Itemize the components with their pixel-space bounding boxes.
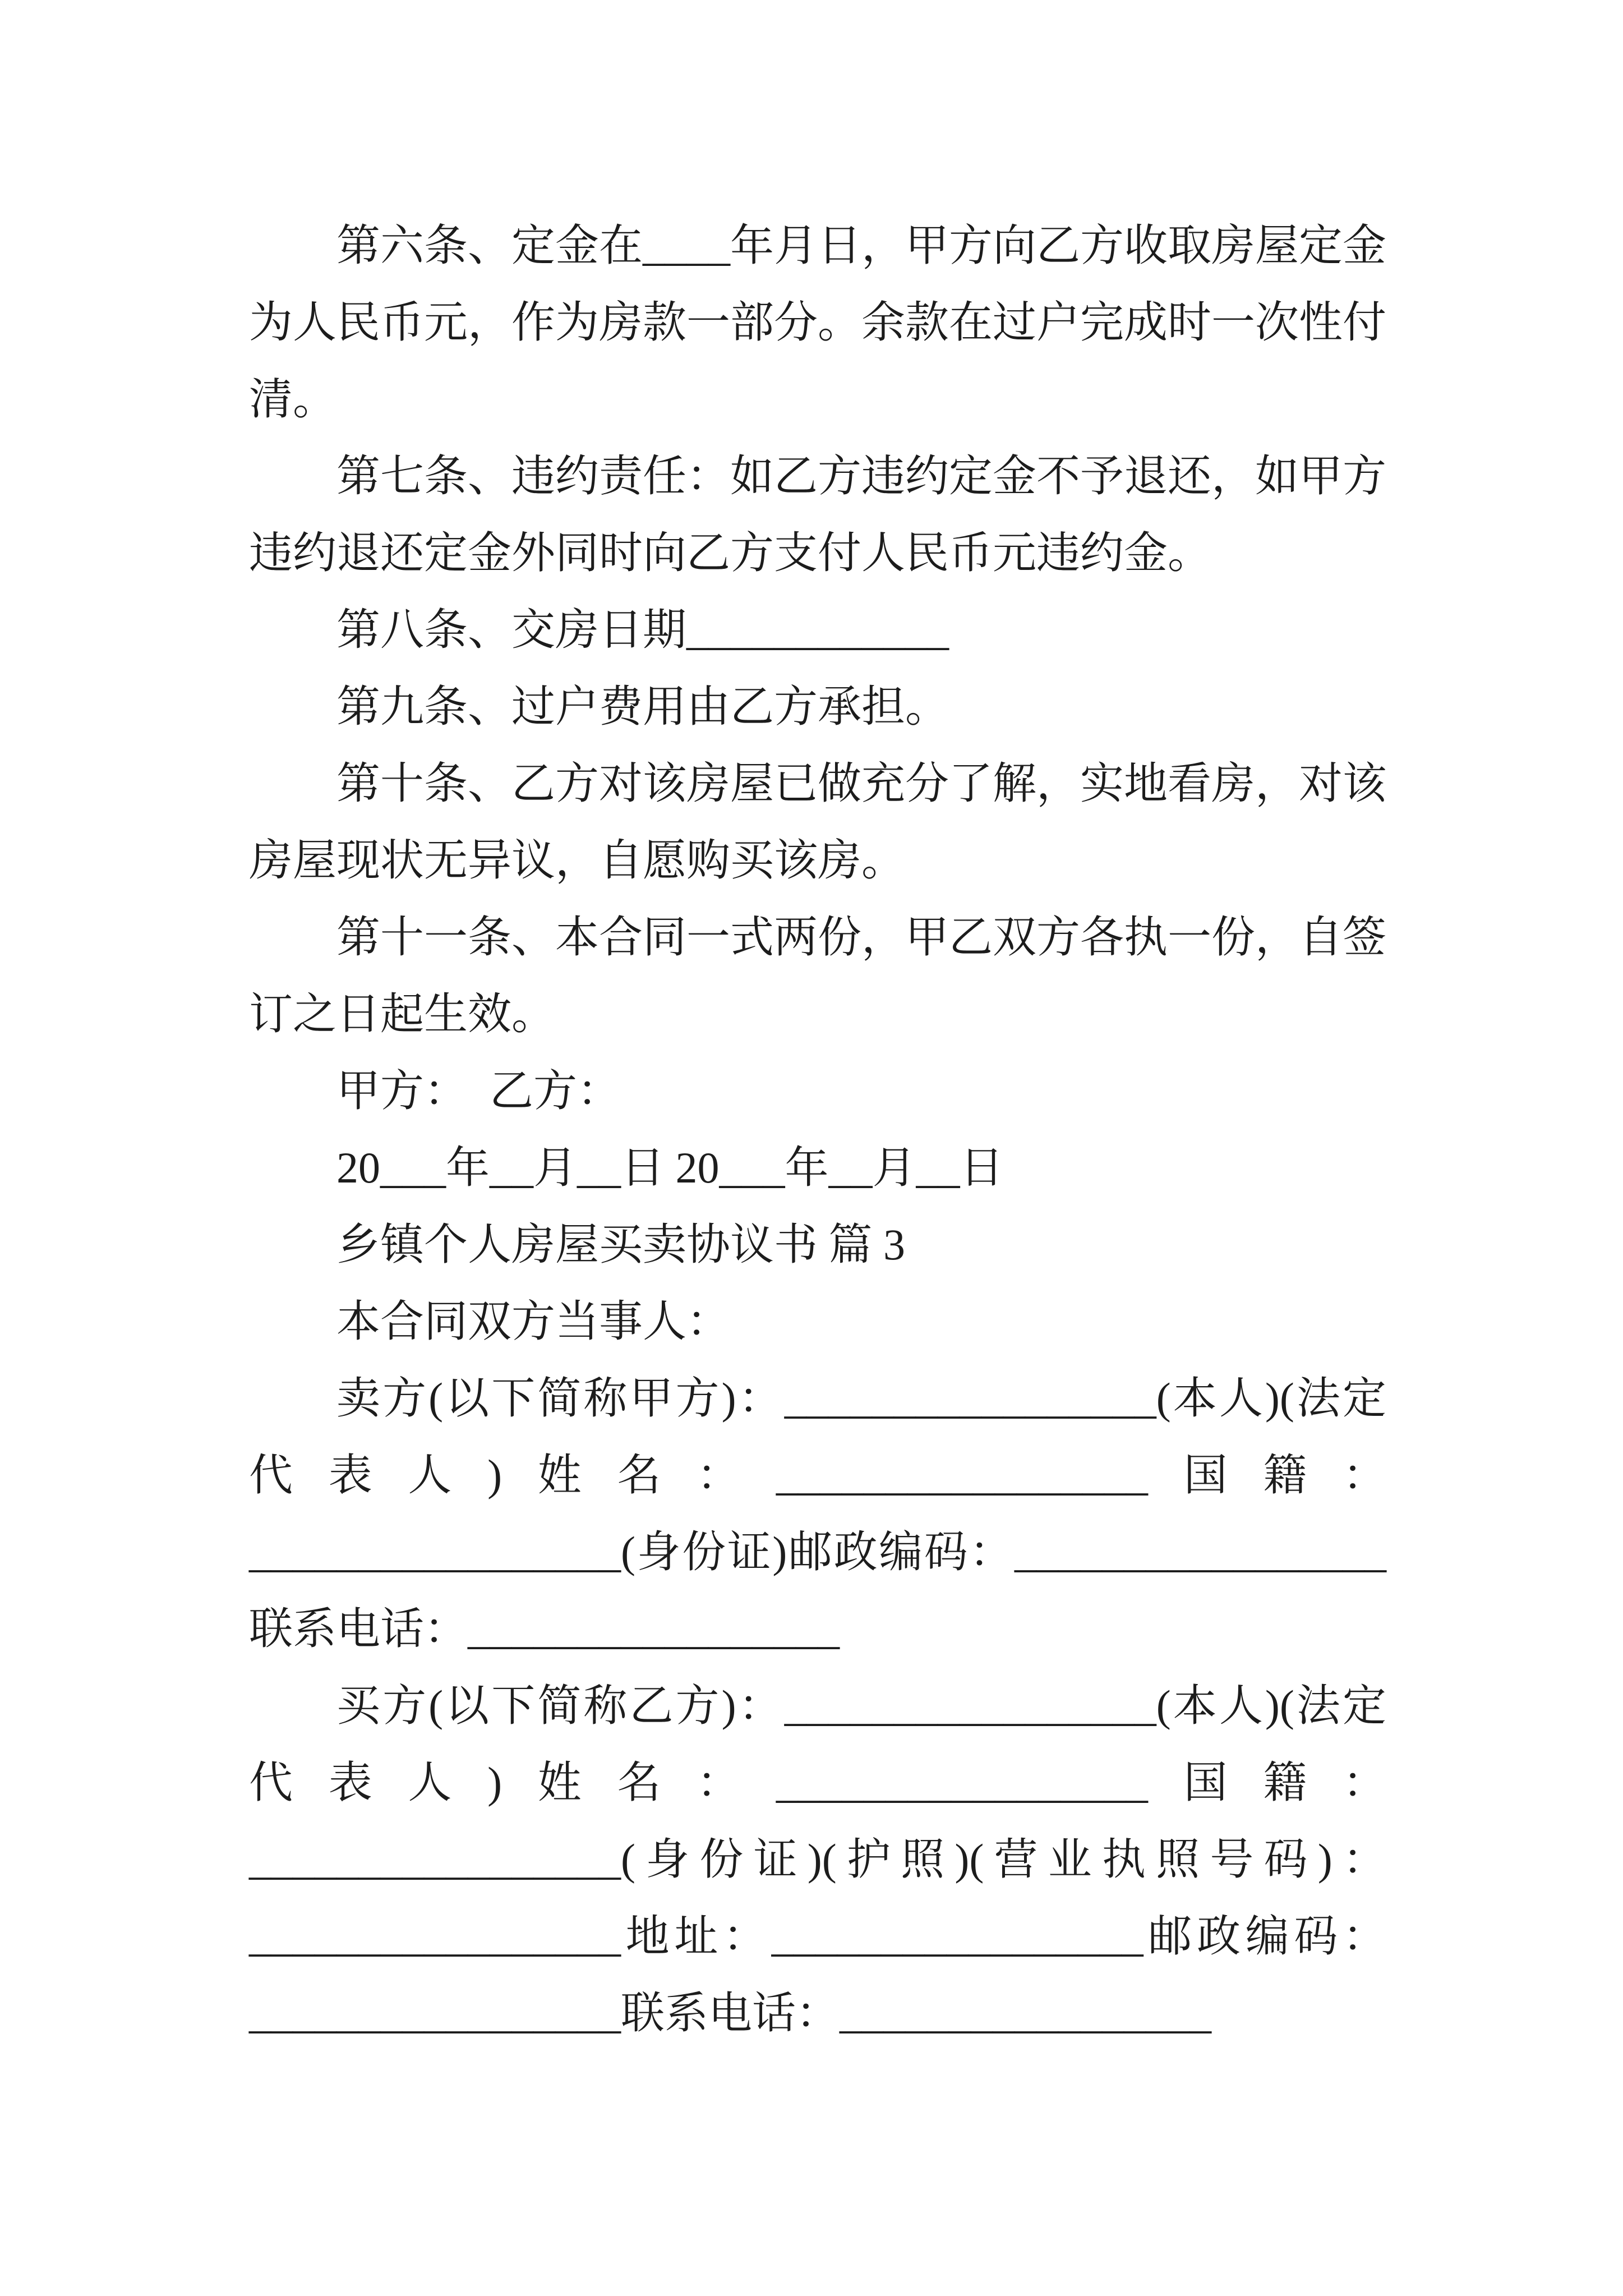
clause-10-line-1: 第十条、乙方对该房屋已做充分了解，实地看房，对该	[336, 759, 1387, 808]
parties-intro: 本合同双方当事人：	[336, 1297, 731, 1346]
clause-6-line-1: 第六条、定金在____年月日，甲方向乙方收取房屋定金	[336, 221, 1387, 270]
buyer-line-3: _________________(身份证)(护照)(营业执照号码)：	[249, 1835, 1386, 1884]
signature-block	[249, 1052, 1386, 1206]
clause-6	[249, 207, 1386, 438]
section-title: 乡镇个人房屋买卖协议书 篇 3	[336, 1220, 906, 1269]
seller-line-4: 联系电话：_________________	[249, 1604, 840, 1653]
signature-parties: 甲方： 乙方：	[336, 1066, 621, 1115]
clause-7-line-1: 第七条、违约责任：如乙方违约定金不予退还，如甲方	[336, 452, 1387, 500]
buyer-line-5: _________________联系电话：_________________	[249, 1989, 1212, 2037]
clause-8-line-1: 第八条、交房日期____________	[336, 605, 949, 654]
seller-line-2: 代表人)姓名：_________________国籍：	[249, 1451, 1386, 1499]
seller-line-1: 卖方(以下简称甲方)：_________________(本人)(法定	[336, 1374, 1386, 1423]
buyer-line-4: _________________地址：_________________邮政编码：	[249, 1912, 1386, 1961]
seller-info	[249, 1360, 1386, 1667]
seller-line-3: _________________(身份证)邮政编码：_________________	[249, 1527, 1386, 1576]
document-body	[249, 207, 1386, 2051]
clause-7-line-2: 违约退还定金外同时向乙方支付人民币元违约金。	[249, 528, 1212, 577]
clause-9	[249, 668, 1386, 745]
clause-6-line-3: 清。	[249, 375, 337, 424]
clause-6-line-2: 为人民币元，作为房款一部分。余款在过户完成时一次性付	[249, 298, 1387, 347]
clause-11-line-2: 订之日起生效。	[249, 990, 556, 1038]
clause-8	[249, 591, 1386, 668]
clause-11	[249, 899, 1386, 1052]
signature-dates: 20___年__月__日 20___年__月__日	[336, 1143, 1004, 1192]
buyer-line-1: 买方(以下简称乙方)：_________________(本人)(法定	[336, 1681, 1386, 1730]
clause-9-line-1: 第九条、过户费用由乙方承担。	[336, 682, 949, 731]
clause-7	[249, 438, 1386, 591]
clause-11-line-1: 第十一条、本合同一式两份，甲乙双方各执一份，自签	[336, 913, 1387, 961]
clause-10-line-2: 房屋现状无异议，自愿购买该房。	[249, 836, 906, 885]
buyer-info	[249, 1667, 1386, 2051]
clause-10	[249, 745, 1386, 899]
buyer-line-2: 代表人)姓名：_________________国籍：	[249, 1758, 1386, 1807]
